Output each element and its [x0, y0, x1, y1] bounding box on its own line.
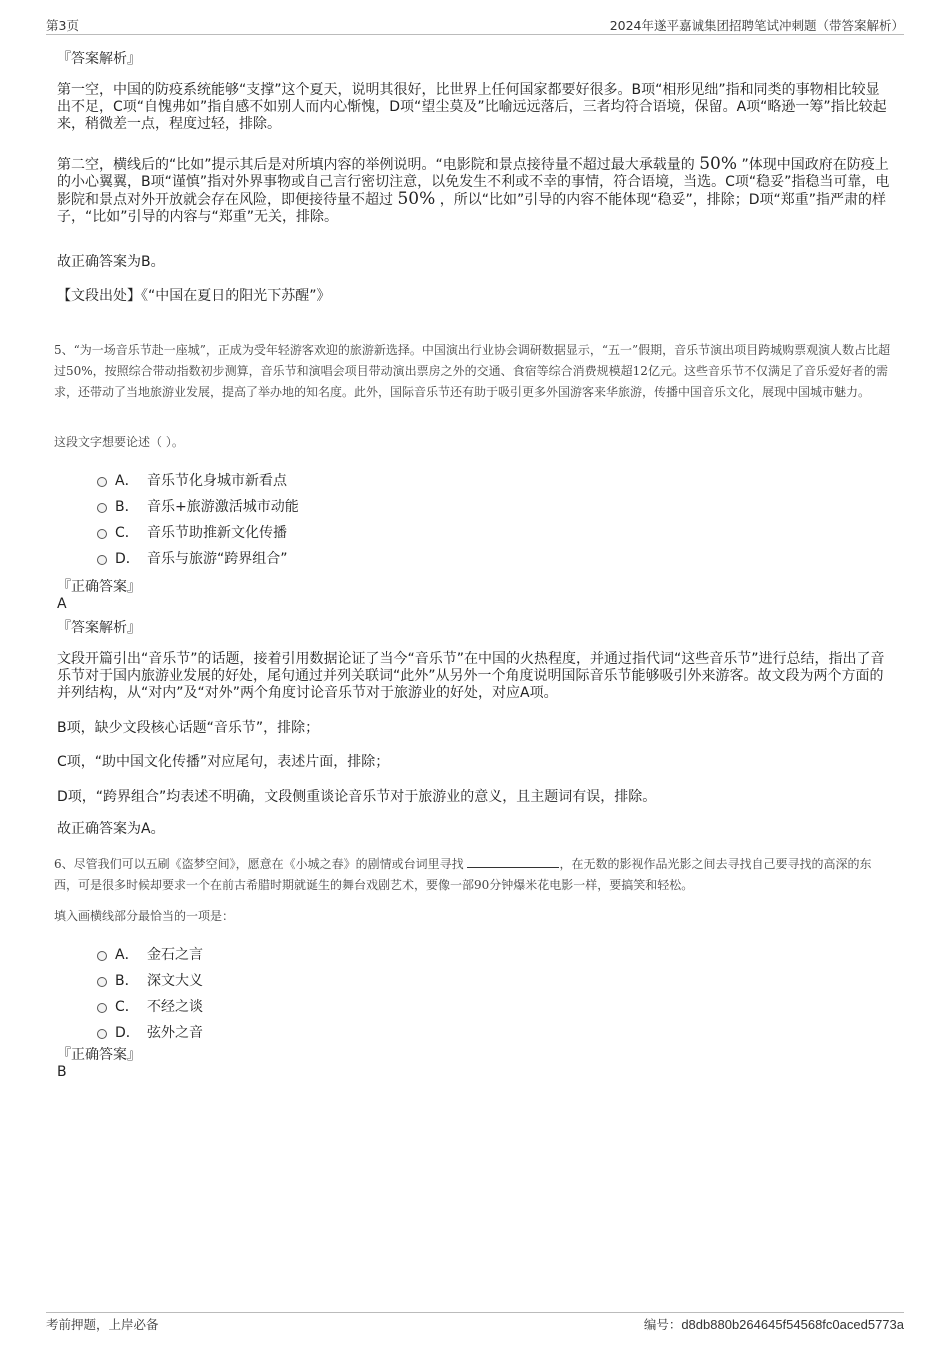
analysis-paragraph: B项，缺少文段核心话题“音乐节”，排除； — [57, 720, 320, 736]
document-code — [644, 1315, 904, 1333]
analysis-paragraph-2: 第二空，横线后的“比如”提示其后是对所填内容的举例说明。“电影院和景点接待量不超过最大承载量的 50% ”体现中国政府在防疫上的小心翼翼，B项“谨慎”指对外界事物或自己言行密切注意，以免发生不利或不幸的事情，符合语境，当选。C项“稳妥”指稳当可靠，电影院和景点对外开放就会存在风险，即便接待量不超过 50% ，所以“比如”引导的内容不能体现“稳妥”，排除；D项“郑重”指严肃的样子，“比如”引导的内容与“郑重”无关，排除。 — [57, 154, 890, 225]
analysis-paragraph: C项，“助中国文化传播”对应尾句，表述片面，排除； — [57, 754, 390, 770]
page-footer — [46, 1312, 904, 1333]
option-text: 音乐+旅游激活城市动能 — [147, 499, 299, 515]
code-value: d8db880b264645f54568fc0aced5773a — [681, 1317, 904, 1332]
radio-icon[interactable] — [97, 1029, 107, 1039]
page-header — [46, 14, 904, 35]
analysis-label: 『答案解析』 — [57, 51, 141, 67]
option-letter: C． — [115, 999, 139, 1015]
option-text: 音乐节化身城市新看点 — [147, 473, 287, 489]
analysis-paragraph: D项，“跨界组合”均表述不明确，文段侧重谈论音乐节对于旅游业的意义，且主题词有误，排除。 — [57, 789, 657, 805]
option-text: 音乐与旅游“跨界组合” — [147, 551, 288, 567]
code-label: 编号： — [643, 1317, 682, 1332]
source-text: 【文段出处】《“中国在夏日的阳光下苏醒”》 — [57, 288, 331, 304]
document-title: 2024年遂平嘉诚集团招聘笔试冲刺题（带答案解析） — [609, 18, 904, 33]
correct-answer-label: 『正确答案』 — [57, 579, 141, 595]
analysis-paragraph: 文段开篇引出“音乐节”的话题，接着引用数据论证了当今“音乐节”在中国的火热程度，并通过指代词“这些音乐节”进行总结，指出了音乐节对于国内旅游业发展的好处，尾句通过并列关联词“此外”从另外一个角度说明国际音乐节能够吸引外来游客。故文段为两个方面的并列结构，从“对内”及“对外”两个角度讨论音乐节对于旅游业的好处，对应A项。 — [57, 651, 885, 701]
option-text: 金石之言 — [147, 947, 203, 963]
option-letter: B． — [115, 499, 139, 515]
question-6-text: 6、尽管我们可以五刷《盗梦空间》，愿意在《小城之春》的剧情或台词里寻找 ，在无数的影视作品光影之间去寻找自己要寻找的高深的东西，可是很多时候却要求一个在前古希腊时期就诞生的舞台戏剧艺术，要像一部90分钟爆米花电影一样，要搞笑和轻松。 — [54, 857, 872, 892]
percent-value: 50% — [699, 154, 738, 174]
option-text: 弦外之音 — [147, 1025, 203, 1041]
footer-slogan: 考前押题，上岸必备 — [46, 1317, 159, 1332]
correct-answer-value: B — [57, 1064, 67, 1080]
radio-icon[interactable] — [97, 1003, 107, 1013]
option-letter: A． — [115, 947, 139, 963]
option-letter: A． — [115, 473, 139, 489]
option-text: 不经之谈 — [147, 999, 203, 1015]
option-letter: D． — [115, 551, 140, 567]
radio-icon[interactable] — [97, 555, 107, 565]
fill-blank — [467, 855, 559, 868]
radio-icon[interactable] — [97, 529, 107, 539]
radio-icon[interactable] — [97, 503, 107, 513]
option-letter: D． — [115, 1025, 140, 1041]
option-text: 深文大义 — [147, 973, 203, 989]
radio-icon[interactable] — [97, 951, 107, 961]
option-text: 音乐节助推新文化传播 — [147, 525, 287, 541]
question-6-prompt: 填入画横线部分最恰当的一项是： — [54, 909, 235, 923]
conclusion-text: 故正确答案为B。 — [57, 254, 165, 270]
option-letter: B． — [115, 973, 139, 989]
analysis-label: 『答案解析』 — [57, 620, 141, 636]
correct-answer-label: 『正确答案』 — [57, 1047, 141, 1063]
radio-icon[interactable] — [97, 977, 107, 987]
question-5-prompt: 这段文字想要论述（ ）。 — [54, 435, 184, 449]
correct-answer-value: A — [57, 596, 67, 612]
page-number: 第3页 — [46, 18, 79, 33]
option-letter: C． — [115, 525, 139, 541]
radio-icon[interactable] — [97, 477, 107, 487]
analysis-paragraph-1: 第一空，中国的防疫系统能够“支撑”这个夏天，说明其很好，比世界上任何国家都要好很多。B项“相形见绌”指和同类的事物相比较显出不足，C项“自愧弗如”指自感不如别人而内心惭愧，D项“望尘莫及”比喻远远落后，三者均符合语境，保留。A项“略逊一筹”指比较起来，稍微差一点，程度过轻，排除。 — [57, 82, 887, 132]
percent-value: 50% — [397, 189, 436, 209]
conclusion-text: 故正确答案为A。 — [57, 821, 165, 837]
question-5-text: 5、“为一场音乐节赴一座城”，正成为受年轻游客欢迎的旅游新选择。中国演出行业协会调研数据显示，“五一”假期，音乐节演出项目跨城购票观演人数占比超过50%，按照综合带动指数初步测算，音乐节和演唱会项目带动演出票房之外的交通、食宿等综合消费规模超12亿元。这些音乐节不仅满足了音乐爱好者的需求，还带动了当地旅游业发展，提高了举办地的知名度。此外，国际音乐节还有助于吸引更多外国游客来华旅游，传播中国音乐文化，展现中国城市魅力。 — [54, 343, 891, 399]
